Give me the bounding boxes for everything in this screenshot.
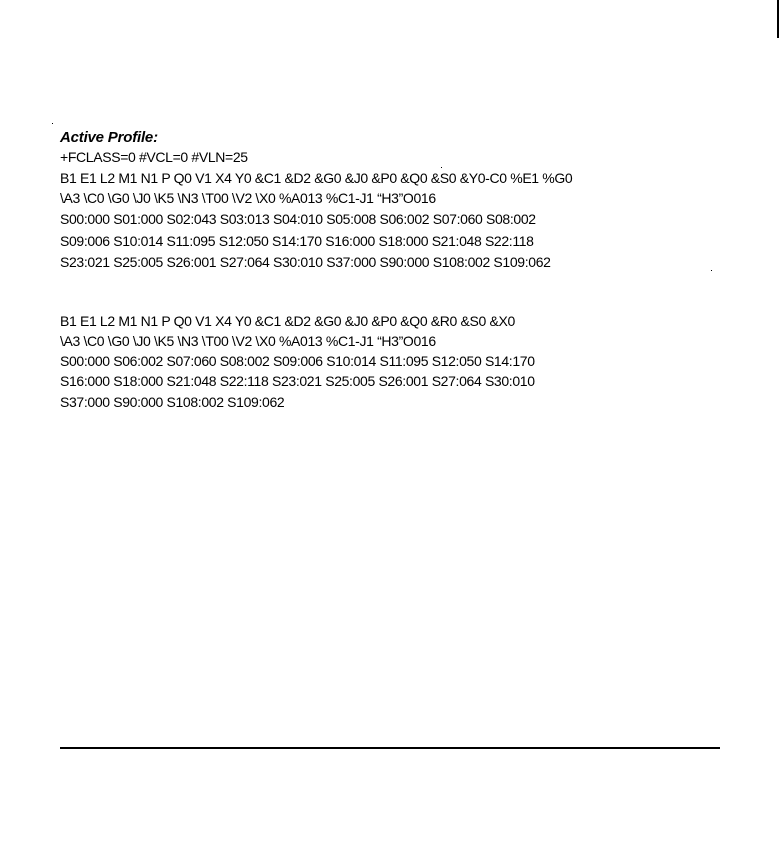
active-profile-line: S09:006 S10:014 S11:095 S12:050 S14:170 S16:000 S18:000 S21:048 S22:118 <box>60 233 534 249</box>
footer-divider <box>60 747 720 749</box>
stored-profile-line: S00:000 S06:002 S07:060 S08:002 S09:006 S10:014 S11:095 S12:050 S14:170 <box>60 353 535 369</box>
active-profile-line: +FCLASS=0 #VCL=0 #VLN=25 <box>60 149 248 165</box>
scan-speck <box>52 123 53 124</box>
stored-profile-line: B1 E1 L2 M1 N1 P Q0 V1 X4 Y0 &C1 &D2 &G0 &J0 &P0 &Q0 &R0 &S0 &X0 <box>60 313 515 329</box>
stored-profile-section <box>60 311 760 412</box>
active-profile-line: S23:021 S25:005 S26:001 S27:064 S30:010 S37:000 S90:000 S108:002 S109:062 <box>60 254 551 270</box>
active-profile-heading: Active Profile: <box>60 129 158 146</box>
stored-profile-line: S37:000 S90:000 S108:002 S109:062 <box>60 394 285 410</box>
page-edge-line <box>777 0 779 38</box>
active-profile-section <box>60 128 760 272</box>
stored-profile-line: \A3 \C0 \G0 \J0 \K5 \N3 \T00 \V2 \X0 %A013 %C1-J1 “H3”O016 <box>60 333 436 349</box>
active-profile-line: S00:000 S01:000 S02:043 S03:013 S04:010 S05:008 S06:002 S07:060 S08:002 <box>60 211 536 227</box>
active-profile-line: \A3 \C0 \G0 \J0 \K5 \N3 \T00 \V2 \X0 %A013 %C1-J1 “H3”O016 <box>60 190 436 206</box>
stored-profile-line: S16:000 S18:000 S21:048 S22:118 S23:021 S25:005 S26:001 S27:064 S30:010 <box>60 373 535 389</box>
active-profile-line: B1 E1 L2 M1 N1 P Q0 V1 X4 Y0 &C1 &D2 &G0 &J0 &P0 &Q0 &S0 &Y0-C0 %E1 %G0 <box>60 170 573 186</box>
